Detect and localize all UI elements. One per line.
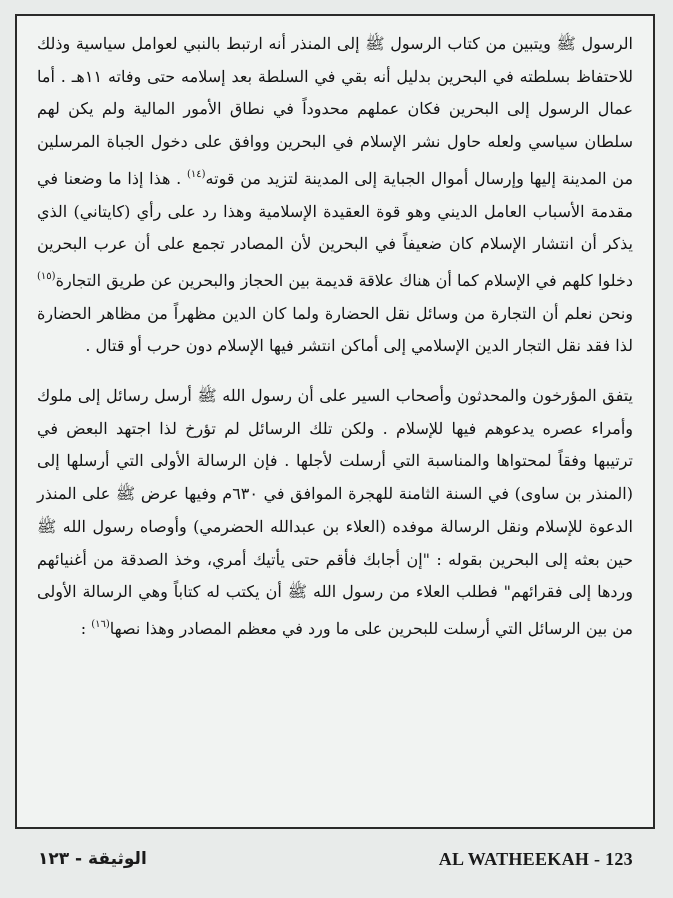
page-text-frame bbox=[15, 14, 655, 829]
paragraph-2 bbox=[37, 380, 633, 646]
paragraph-1 bbox=[37, 28, 633, 363]
footer-arabic-page-label: الوثيقة - ١٢٣ bbox=[38, 849, 147, 869]
paragraph-2-text-b: : bbox=[80, 618, 92, 638]
footnote-ref-14: (١٤) bbox=[186, 168, 206, 180]
paragraph-1-text-b: . هذا إذا ما وضعنا في مقدمة الأسباب العامل الديني وهو قوة العقيدة الإسلامية وهذا رد على رأي (كايتاني) الذي يذكر أن انتشار الإسلام كان ضعيفاً في البحرين لأن المصادر تجمع على أن عرب البحرين دخلوا كلهم في الإسلام كما أن هناك علاقة قديمة بين الحجاز والبحرين عن طريق التجارة bbox=[37, 168, 633, 290]
footer-latin-page-label: AL WATHEEKAH - 123 bbox=[438, 849, 633, 869]
paragraph-1-text-c: ونحن نعلم أن التجارة من وسائل نقل الحضارة ولما كان الدين مظهراً من مظاهر الحضارة لذا فقد نقل التجار الدين الإسلامي إلى أماكن انتشر فيها الإسلام دون حرب أو قتال . bbox=[37, 303, 633, 356]
footnote-ref-15: (١٥) bbox=[37, 270, 56, 282]
paragraph-2-text-a: يتفق المؤرخون والمحدثون وأصحاب السير على أن رسول الله ﷺ أرسل رسائل إلى ملوك وأمراء عصره يدعوهم فيها للإسلام . ولكن تلك الرسائل لم تؤرخ لذا اجتهد البعض في ترتيبها وفقاً لمحتواها والمناسبة التي أرسلت لأجلها . فإن الرسالة الأولى التي أرسلها إلى (المنذر بن ساوى) في السنة الثامنة للهجرة الموافق في ٦٣٠م وفيها عرض ﷺ على المنذر الدعوة للإسلام ونقل الرسالة موفده (العلاء بن عبدالله الحضرمي) وأوصاه رسول الله ﷺ حين بعثه إلى البحرين بقوله : "إن أجابك فأقم حتى يأتيك أمري، وخذ الصدقة من أغنيائهم وردها إلى فقرائهم" فطلب العلاء من رسول الله ﷺ أن يكتب له كتاباً وهي الرسالة الأولى من بين الرسائل التي أرسلت للبحرين على ما ورد في معظم المصادر وهذا نصها bbox=[37, 386, 634, 638]
paragraph-1-text-a: الرسول ﷺ ويتبين من كتاب الرسول ﷺ إلى المنذر أنه ارتبط بالنبي لعوامل سياسية وذلك للاحتفاظ بسلطته في البحرين بدليل أنه بقي في السلطة بعد إسلامه حتى وفاته ١١هـ . أما عمال الرسول إلى البحرين فكان عملهم محدوداً في نطاق الأمور المالية ولم يكن لهم سلطان سياسي ولعله حاول نشر الإسلام في البحرين ووافق على دخول الجباة المرسلين من المدينة إليها وإرسال أموال الجباية إلى المدينة لتزيد من قوته bbox=[37, 34, 634, 188]
footnote-ref-16: (١٦) bbox=[91, 618, 110, 630]
